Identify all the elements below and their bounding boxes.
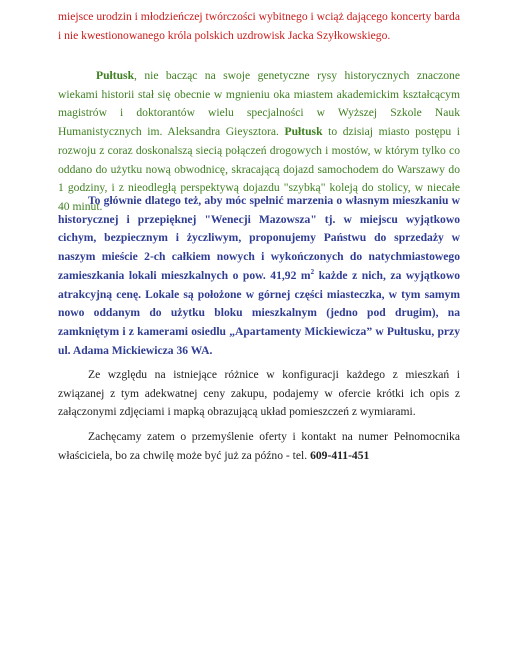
paragraph-contact-text: Zachęcamy zatem o przemyślenie oferty i kontakt na numer Pełnomocnika właściciela, bo za chwilę może być już za późno - tel. <box>58 430 460 462</box>
city-name-pultusk: Pułtusk <box>96 69 135 82</box>
area-unit-superscript: 2 <box>310 267 315 276</box>
paragraph-configuration-note-text: Ze względu na istniejące różnice w konfiguracji każdego z mieszkań i związanej z tym adekwatnej ceny zakupu, podajemy w ofercie krótki ich opis z załączonymi zdjęciami i mapką obrazującą układ pomieszczeń z wymiarami. <box>58 368 460 419</box>
paragraph-pultusk-text-1: , nie bacząc na swoje genetyczne rysy historycznych znaczone wiekami historii stał się obecnie w mgnieniu oka miastem akademickim kształcącym magistrów i doktorantów wielu specjalności w Wyższej Szkole Nauk Humanistycznych im. Aleksandra Gieysztora. <box>58 69 460 139</box>
paragraph-bard-birthplace <box>58 8 460 45</box>
paragraph-apartment-offer <box>58 192 460 360</box>
city-name-pultusk-2: Pułtusk <box>284 125 323 139</box>
contact-phone-number: 609-411-451 <box>310 448 370 462</box>
paragraph-configuration-note <box>58 366 460 422</box>
paragraph-apartment-offer-text-1: To głównie dlatego też, aby móc spełnić marzenia o własnym mieszkaniu w historycznej i przepięknej "Wenecji Mazowsza" tj. w miejscu wyjątkowo cichym, bezpiecznym i życzliwym, proponujemy Państwu do sprzedaży w naszym mieście 2-ch całkiem nowych i wykończonych do natychmiastowego zamieszkania lokali mieszkalnych o pow. 41,92 m <box>58 194 460 282</box>
paragraph-pultusk-text-2: to dzisiaj miasto postępu i rozwoju z coraz doskonalszą siecią połączeń drogowych i mostów, w którym tylko co oddano do użytku nową obwodnicę, skracającą dojazd samochodem do Warszawy do 1 godziny, i z nieodległą perspektywą dojazdu "szybką" koleją do stolicy, w niecałe 40 minut. <box>58 125 460 213</box>
paragraph-apartment-offer-text-2: każde z nich, za wyjątkowo atrakcyjną cenę. Lokale są położone w górnej części miasteczka, w tym samym nowo oddanym do użytku bloku mieszkalnym (jedno pod drugim), na zamkniętym i z kamerami osiedlu „Apartamenty Mickiewicza” w Pułtusku, przy ul. Adama Mickiewicza 36 WA. <box>58 268 460 357</box>
paragraph-contact <box>58 428 460 465</box>
paragraph-bard-birthplace-text: miejsce urodzin i młodzieńczej twórczości wybitnego i wciąż dającego koncerty barda i nie kwestionowanego króla polskich uzdrowisk Jacka Szyłkowskiego. <box>58 10 460 42</box>
